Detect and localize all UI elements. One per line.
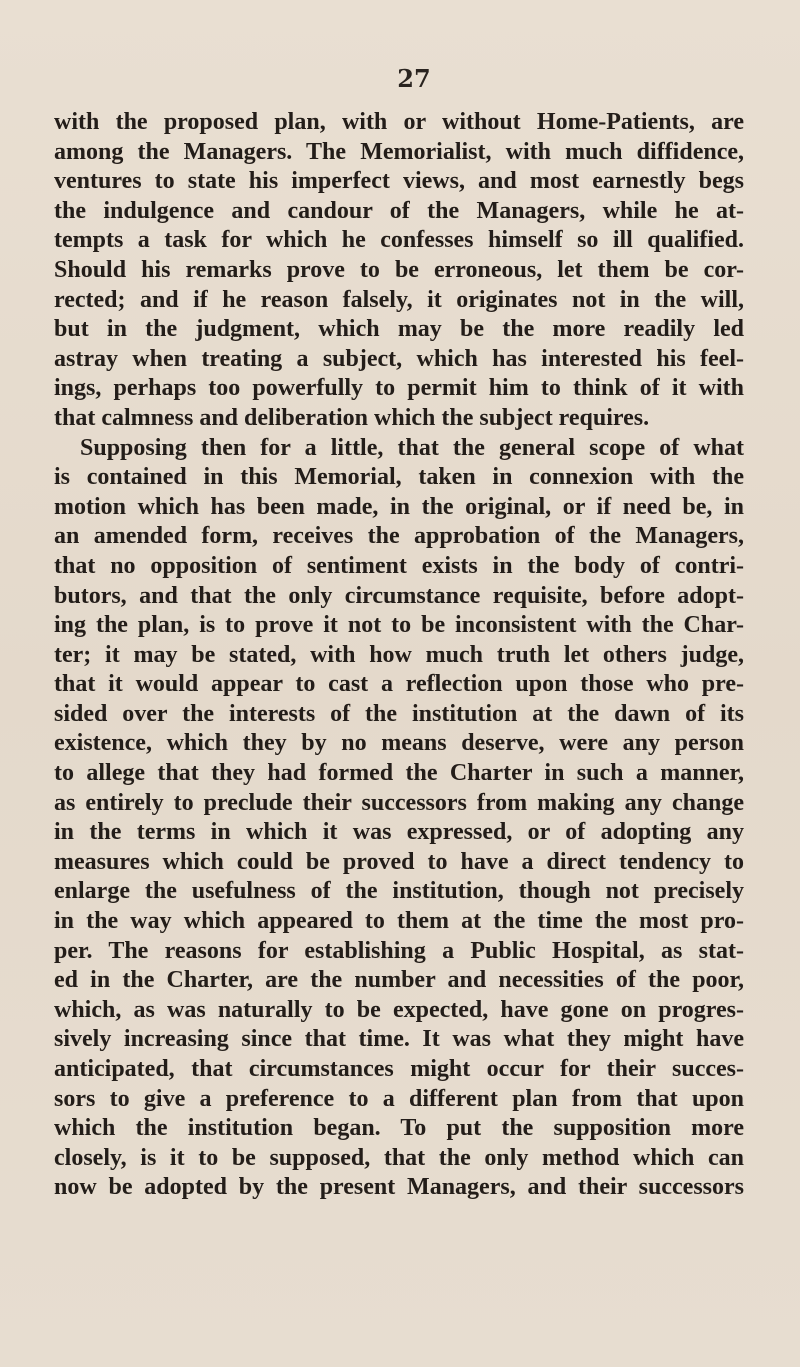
text-line: tempts a task for which he confesses himself so ill qualified. [54, 227, 744, 254]
text-line: with the proposed plan, with or without Home-Patients, are [54, 109, 744, 135]
text-line: Should his remarks prove to be erroneous, let them be cor- [54, 256, 744, 283]
text-line: an amended form, receives the approbation of the Managers, [54, 523, 744, 550]
text-line: the indulgence and candour of the Managers, while he at- [54, 197, 744, 224]
text-line: ed in the Charter, are the number and necessities of the poor, [54, 967, 744, 994]
text-line: to allege that they had formed the Charter in such a manner, [54, 760, 744, 787]
text-line: which the institution began. To put the supposition more [54, 1115, 744, 1142]
text-line: but in the judgment, which may be the more readily led [54, 316, 744, 343]
text-line: is contained in this Memorial, taken in connexion with the [54, 464, 744, 491]
text-line: closely, is it to be supposed, that the only method which can [54, 1144, 744, 1171]
body-text [54, 108, 744, 1203]
text-line: enlarge the usefulness of the institution, though not precisely [54, 878, 744, 905]
text-line: that no opposition of sentiment exists in the body of contri- [54, 552, 744, 579]
text-line: that calmness and deliberation which the subject requires. [54, 404, 650, 431]
text-line: as entirely to preclude their successors from making any change [54, 789, 744, 816]
text-line: existence, which they by no means deserve, were any person [54, 730, 744, 757]
text-line: ter; it may be stated, with how much truth let others judge, [54, 641, 744, 668]
text-line: now be adopted by the present Managers, and their successors [54, 1174, 744, 1201]
text-line: butors, and that the only circumstance requisite, before adopt- [54, 582, 744, 609]
text-line: astray when treating a subject, which has interested his feel- [54, 345, 744, 372]
text-line: motion which has been made, in the original, or if need be, in [54, 493, 744, 520]
text-line: ings, perhaps too powerfully to permit him to think of it with [54, 375, 744, 402]
text-line: anticipated, that circumstances might occur for their succes- [54, 1056, 744, 1082]
text-line: ventures to state his imperfect views, and most earnestly begs [54, 168, 744, 195]
text-line: which, as was naturally to be expected, have gone on progres- [54, 996, 744, 1023]
text-line: rected; and if he reason falsely, it originates not in the will, [54, 286, 744, 313]
text-line: sively increasing since that time. It was what they might have [54, 1026, 744, 1053]
text-line: Supposing then for a little, that the general scope of what [80, 434, 744, 461]
text-line: among the Managers. The Memorialist, with much diffidence, [54, 138, 744, 165]
text-line: in the terms in which it was expressed, or of adopting any [54, 819, 744, 846]
text-line: measures which could be proved to have a direct tendency to [54, 848, 744, 875]
text-line: that it would appear to cast a reflection upon those who pre- [54, 671, 744, 698]
page-number: 27 [397, 64, 431, 93]
text-line: sors to give a preference to a different plan from that upon [54, 1085, 744, 1112]
text-line: per. The reasons for establishing a Public Hospital, as stat- [54, 937, 744, 964]
text-line: ing the plan, is to prove it not to be inconsistent with the Char- [54, 612, 744, 639]
text-line: in the way which appeared to them at the time the most pro- [54, 908, 744, 935]
text-line: sided over the interests of the institution at the dawn of its [54, 700, 744, 727]
